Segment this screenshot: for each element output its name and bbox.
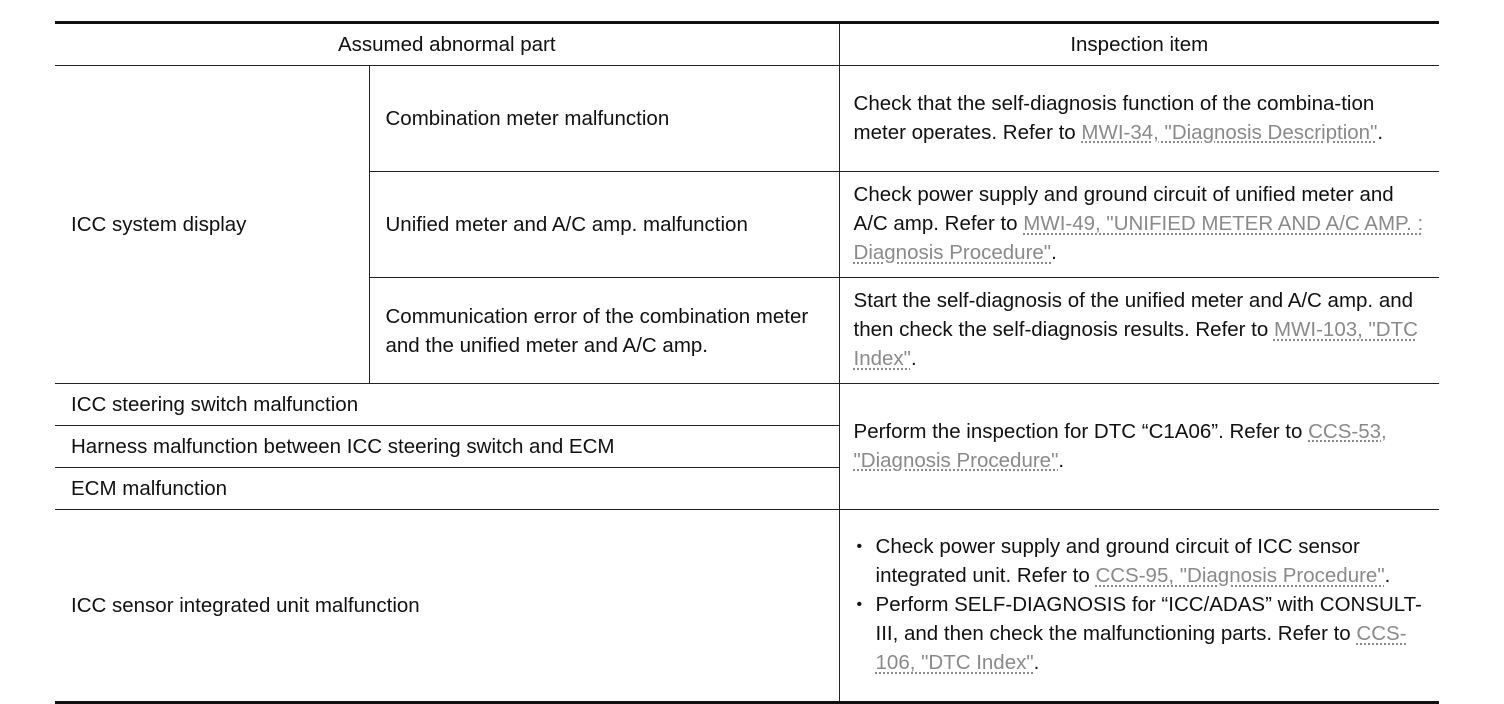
inspection-text-end: . xyxy=(1377,120,1384,144)
inspection-text: Check power supply and ground circuit of ICC sensor integrated unit. Refer to xyxy=(875,535,1360,587)
reference-link-mwi-34[interactable]: MWI-34, "Diagnosis Description" xyxy=(1081,120,1378,144)
table-row xyxy=(55,384,1439,426)
part-harness-malfunction: Harness malfunction between ICC steering switch and ECM xyxy=(55,426,839,468)
reference-link-ccs-53[interactable]: CCS-53, "Diagnosis Procedure" xyxy=(853,419,1387,472)
inspection-text-end: . xyxy=(1051,241,1057,264)
reference-link-mwi-49[interactable]: MWI-49, "UNIFIED METER AND A/C AMP. : Diagnosis Procedure" xyxy=(853,212,1424,264)
inspection-item-combination-meter xyxy=(839,66,1439,172)
list-item xyxy=(854,590,1428,677)
inspection-text-end: . xyxy=(1384,564,1391,587)
part-ecm-malfunction: ECM malfunction xyxy=(55,468,839,510)
inspection-bullet-list xyxy=(854,532,1428,677)
inspection-text-end: . xyxy=(1058,448,1065,472)
part-group-icc-system-display: ICC system display xyxy=(55,66,369,384)
bullet-icon: • xyxy=(856,596,863,613)
inspection-text: Check power supply and ground circuit of unified meter and A/C amp. Refer to xyxy=(853,183,1394,235)
reference-link-ccs-95[interactable]: CCS-95, "Diagnosis Procedure" xyxy=(1095,564,1385,587)
header-assumed-abnormal-part: Assumed abnormal part xyxy=(55,23,839,66)
list-item xyxy=(854,532,1428,590)
part-unified-meter: Unified meter and A/C amp. malfunction xyxy=(369,172,839,278)
bullet-icon: • xyxy=(856,538,863,555)
part-icc-steering-switch: ICC steering switch malfunction xyxy=(55,384,839,426)
inspection-item-icc-sensor xyxy=(839,510,1439,703)
reference-link-ccs-106[interactable]: CCS-106, "DTC Index" xyxy=(875,622,1407,674)
table-row xyxy=(55,66,1439,172)
part-communication-error: Communication error of the combination meter and the unified meter and A/C amp. xyxy=(369,278,839,384)
diagnosis-table xyxy=(55,21,1439,704)
header-inspection-item: Inspection item xyxy=(839,23,1439,66)
inspection-item-unified-meter xyxy=(839,172,1439,278)
part-combination-meter: Combination meter malfunction xyxy=(369,66,839,172)
table-row xyxy=(55,510,1439,703)
inspection-text: Perform the inspection for DTC “C1A06”. Refer to xyxy=(853,419,1309,443)
inspection-item-communication-error xyxy=(839,278,1439,384)
table-header-row xyxy=(55,23,1439,66)
inspection-text: Check that the self-diagnosis function of the combina-tion meter operates. Refer to xyxy=(853,91,1375,144)
inspection-item-dtc-c1a06 xyxy=(839,384,1439,510)
inspection-text-end: . xyxy=(910,347,917,370)
inspection-text: Start the self-diagnosis of the unified meter and A/C amp. and then check the self-diagnosis results. Refer to xyxy=(853,289,1414,341)
reference-link-mwi-103[interactable]: MWI-103, "DTC Index" xyxy=(853,318,1418,370)
inspection-text: Perform SELF-DIAGNOSIS for “ICC/ADAS” with CONSULT-III, and then check the malfunctioning parts. Refer to xyxy=(875,593,1422,645)
inspection-text-end: . xyxy=(1033,651,1040,674)
part-icc-sensor-integrated-unit: ICC sensor integrated unit malfunction xyxy=(55,510,839,703)
